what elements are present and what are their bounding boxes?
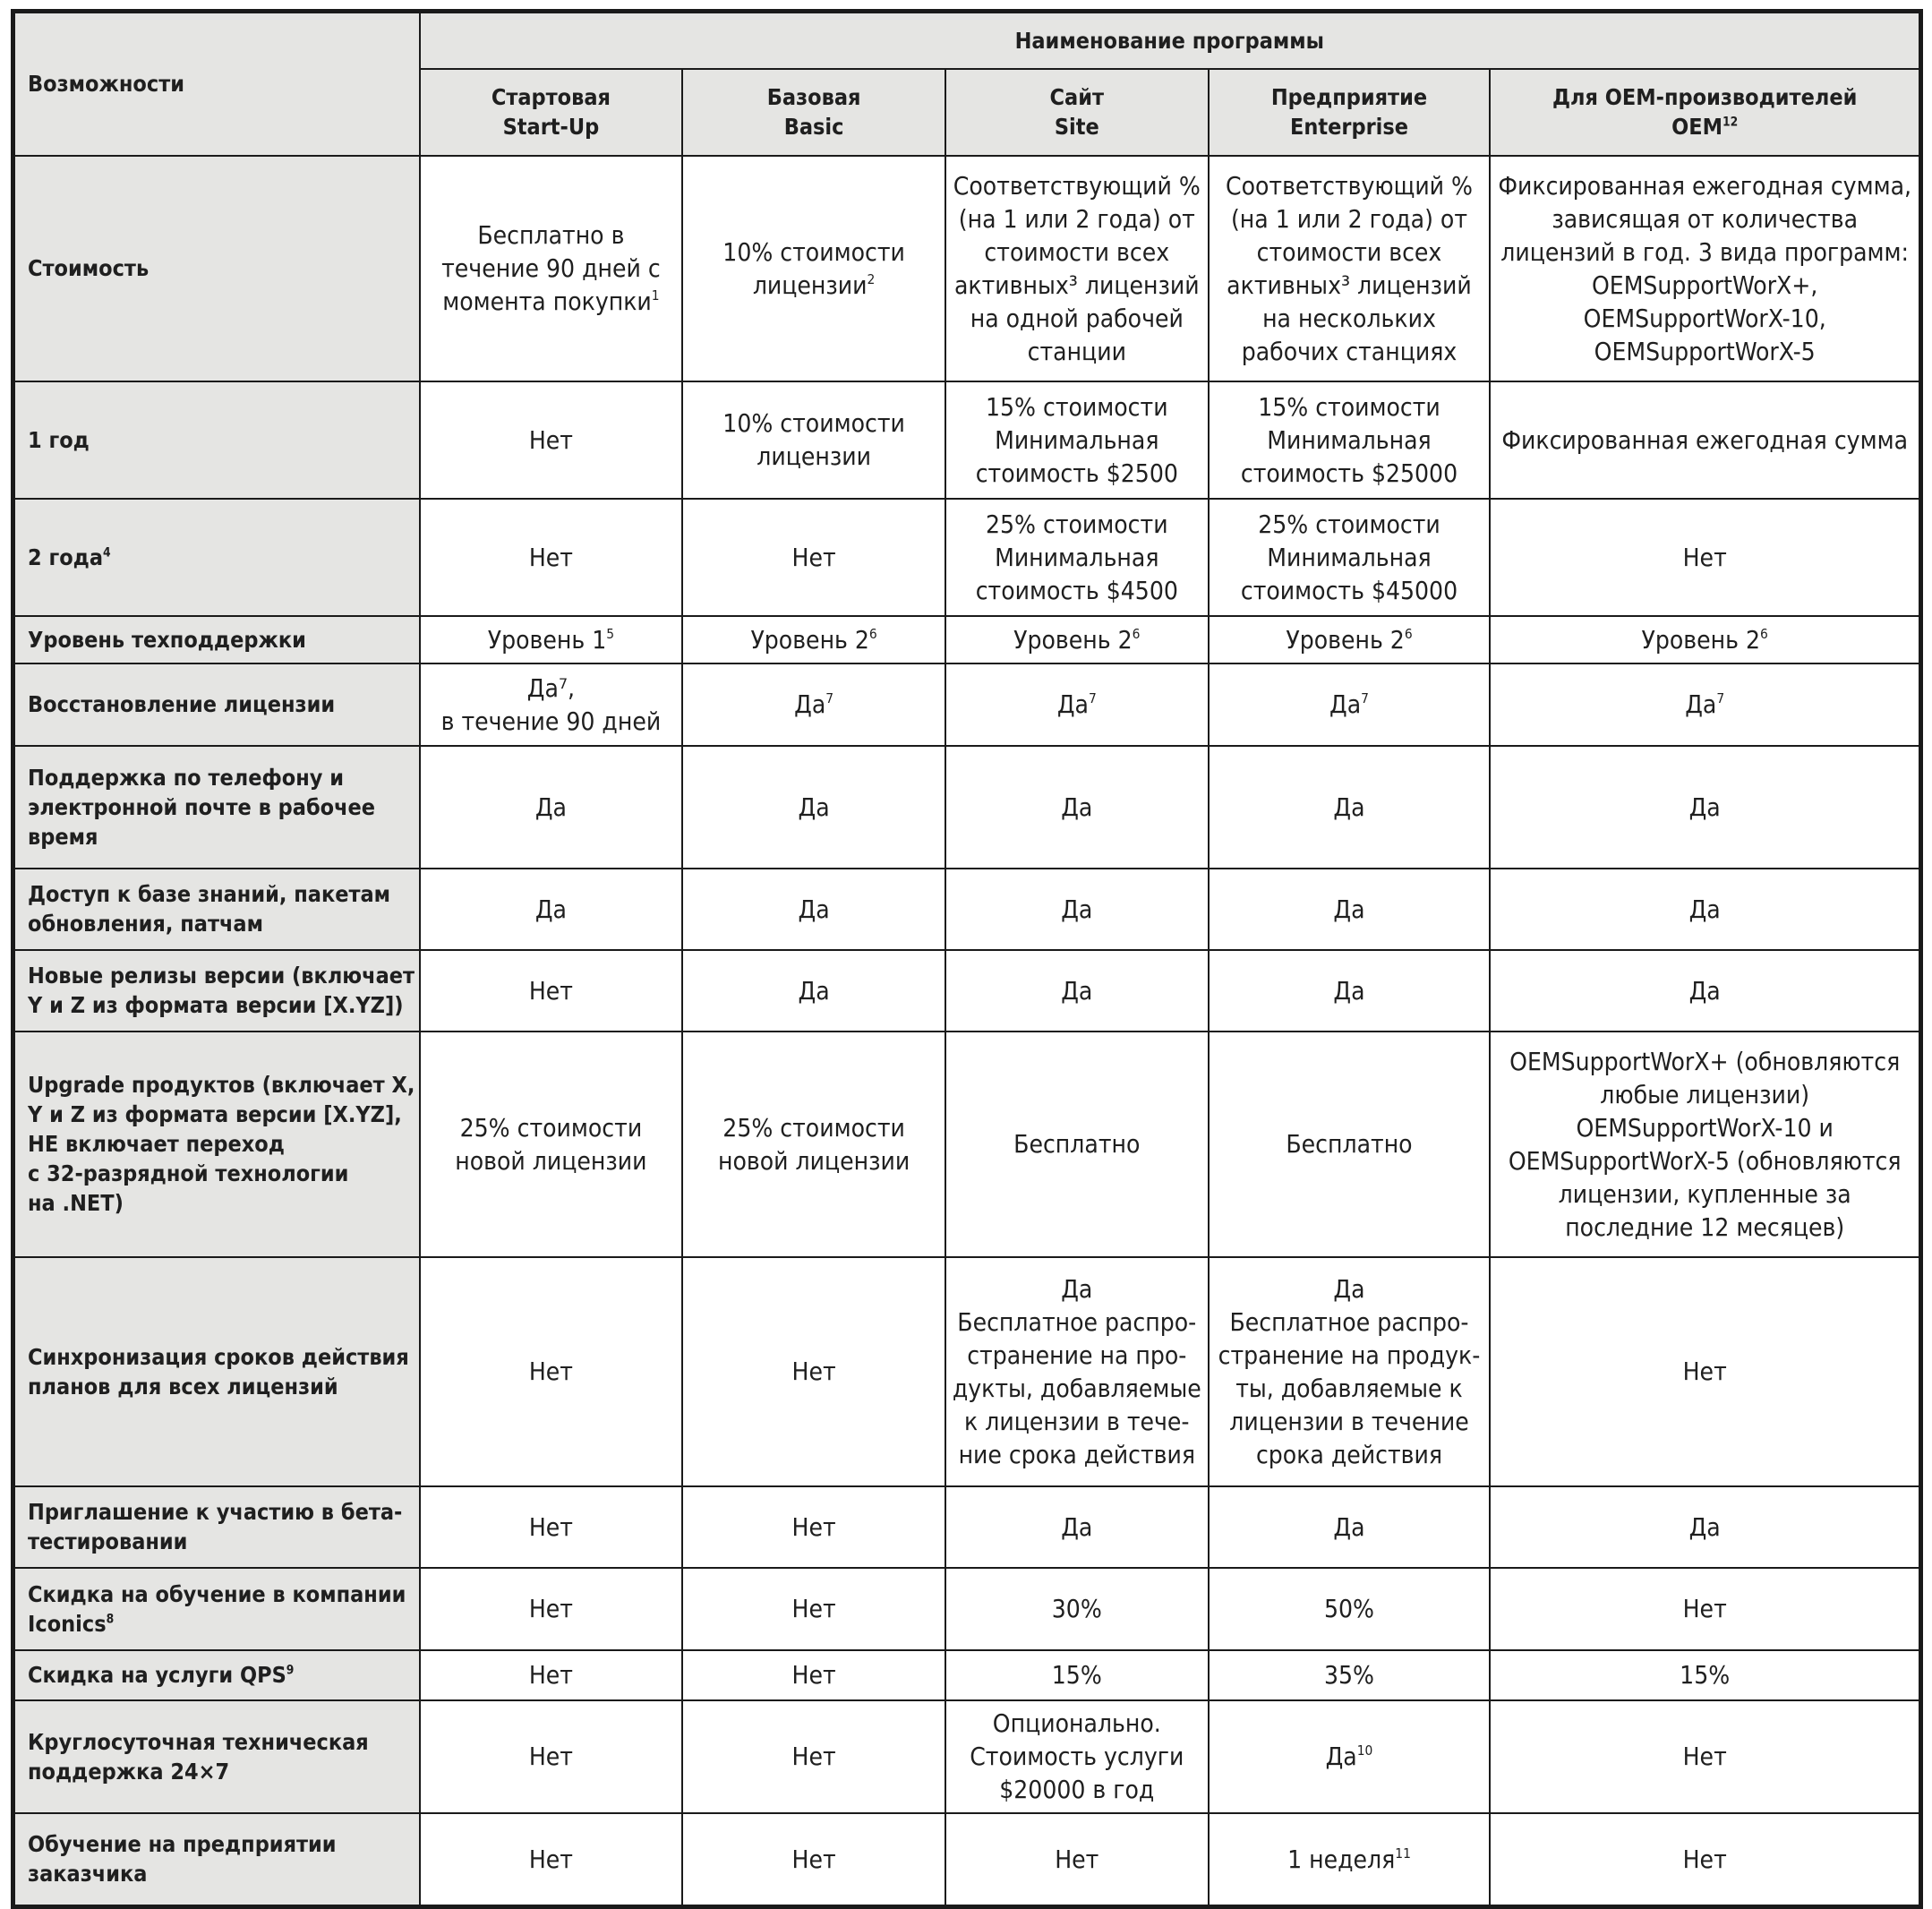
value-line: активных³ лицензий — [1227, 270, 1472, 300]
value-line: Нет — [528, 1660, 573, 1690]
value-line: Уровень $2^6$ — [1013, 624, 1141, 655]
value-cell-oem — [1490, 1650, 1920, 1700]
value-cell-basic — [682, 616, 945, 663]
table-row — [13, 950, 1921, 1032]
feature-label-line: время — [28, 823, 98, 850]
value-line: Нет — [528, 975, 573, 1006]
value-cell-enterprise — [1209, 381, 1491, 499]
feature-cell — [13, 1568, 420, 1650]
program-name-en: Site — [1054, 114, 1099, 140]
value-cell-startup — [420, 156, 683, 381]
footnote-mark: 4 — [103, 544, 111, 560]
feature-cell — [13, 1032, 420, 1257]
feature-label-line: Новые релизы версии (включает — [28, 963, 415, 989]
value-line: лицензии — [757, 441, 871, 471]
program-name-ru: Для OEM-производителей — [1552, 84, 1858, 110]
value-line: OEMSupportWorX-5 (обновляются — [1508, 1145, 1902, 1176]
program-header-oem — [1490, 69, 1920, 156]
feature-label-line: Стоимость — [28, 255, 150, 281]
value-cell-basic — [682, 869, 945, 950]
value-line: 15% стоимости — [985, 391, 1168, 422]
value-cell-startup — [420, 1813, 683, 1907]
value-line: 50% — [1323, 1594, 1374, 1623]
value-line: OEMSupportWorX+, — [1591, 270, 1818, 300]
feature-cell — [13, 1486, 420, 1568]
value-cell-startup — [420, 1032, 683, 1257]
value-cell-basic — [682, 156, 945, 381]
value-line: OEMSupportWorX-10, — [1583, 303, 1826, 333]
program-header-site — [945, 69, 1209, 156]
table-row — [13, 1486, 1921, 1568]
value-line: $Да^7$ — [1685, 689, 1725, 719]
value-line: Да — [798, 894, 830, 924]
footnote-mark: 11 — [1395, 1845, 1411, 1862]
value-cell-startup — [420, 381, 683, 499]
table-row — [13, 1568, 1921, 1650]
feature-cell — [13, 616, 420, 663]
value-cell-basic — [682, 1568, 945, 1650]
value-line: срока действия — [1255, 1439, 1443, 1469]
value-cell-startup — [420, 616, 683, 663]
table-row — [13, 616, 1921, 663]
value-line: Уровень $2^6$ — [1641, 624, 1768, 655]
footnote-mark: 6 — [1132, 625, 1141, 642]
program-name-ru: Базовая — [766, 84, 861, 110]
value-cell-oem — [1490, 616, 1920, 663]
feature-label-line: Скидка на обучение в компании — [28, 1580, 406, 1607]
footnote-mark: 9 — [286, 1663, 295, 1678]
value-line: в течение 90 дней — [440, 706, 662, 736]
table-row — [13, 381, 1921, 499]
feature-label-line: обновления, патчам — [28, 911, 263, 937]
value-line: $Да^7$ — [1329, 689, 1369, 719]
value-cell-oem — [1490, 499, 1920, 616]
value-line: Нет — [791, 1594, 836, 1623]
feature-label-line: на .NET) — [28, 1190, 124, 1216]
footnote-mark: 10 — [1356, 1742, 1373, 1759]
value-line: Нет — [1682, 1357, 1727, 1386]
feature-label-line: Синхронизация сроков действия — [28, 1343, 409, 1370]
value-cell-enterprise — [1209, 1257, 1491, 1486]
value-line: 25% стоимости — [1258, 509, 1440, 539]
value-cell-basic — [682, 499, 945, 616]
value-line: на нескольких — [1262, 303, 1436, 333]
value-cell-oem — [1490, 746, 1920, 869]
value-line: Бесплатное распро- — [957, 1306, 1197, 1337]
feature-cell — [13, 1650, 420, 1700]
value-cell-oem — [1490, 381, 1920, 499]
feature-cell — [13, 950, 420, 1032]
value-line: Стоимость услуги — [970, 1742, 1184, 1771]
value-line: лицензии в течение — [1229, 1406, 1469, 1436]
value-line: Да — [1333, 1273, 1365, 1304]
value-cell-site — [945, 663, 1209, 746]
value-line: Нет — [528, 1511, 573, 1542]
feature-cell — [13, 1813, 420, 1907]
table-row — [13, 663, 1921, 746]
value-line: Нет — [791, 1742, 836, 1771]
value-line: последние 12 месяцев) — [1565, 1211, 1845, 1242]
value-cell-startup — [420, 1486, 683, 1568]
value-cell-basic — [682, 663, 945, 746]
value-line: странение на продук- — [1218, 1340, 1481, 1370]
value-line: Бесплатно — [1013, 1129, 1141, 1159]
value-line: Да — [1061, 894, 1093, 924]
value-line: странение на про- — [967, 1340, 1187, 1370]
value-line: Бесплатное распро- — [1229, 1306, 1469, 1337]
program-name-ru: Предприятие — [1270, 84, 1428, 110]
value-cell-enterprise — [1209, 1486, 1491, 1568]
footnote-mark: 12 — [1723, 115, 1739, 130]
value-cell-site — [945, 499, 1209, 616]
value-cell-site — [945, 1568, 1209, 1650]
value-cell-site — [945, 616, 1209, 663]
value-cell-site — [945, 1032, 1209, 1257]
value-line: Нет — [791, 1357, 836, 1386]
value-cell-enterprise — [1209, 1700, 1491, 1813]
table-row — [13, 156, 1921, 381]
value-line: Да — [798, 792, 830, 822]
value-line: 1 неделя$^{11}$ — [1287, 1844, 1411, 1874]
value-cell-startup — [420, 869, 683, 950]
feature-label-line: НЕ включает переход — [28, 1131, 285, 1157]
feature-label-line: Доступ к базе знаний, пакетам — [28, 881, 391, 907]
program-name-en: Basic — [783, 114, 844, 140]
value-cell-enterprise — [1209, 869, 1491, 950]
value-line: любые лицензии) — [1600, 1079, 1810, 1109]
value-line: Да — [1688, 894, 1721, 924]
value-cell-startup — [420, 950, 683, 1032]
feature-label-line: Скидка на услуги QPS$^9$ — [28, 1662, 295, 1688]
value-line: стоимости всех — [1256, 236, 1442, 267]
value-line: активных³ лицензий — [953, 270, 1200, 300]
value-line: ты, добавляемые к — [1235, 1373, 1463, 1403]
value-line: (на 1 или 2 года) от — [1230, 203, 1467, 234]
footnote-mark: 6 — [1760, 625, 1768, 642]
value-cell-site — [945, 1257, 1209, 1486]
value-cell-enterprise — [1209, 156, 1491, 381]
footnote-mark: 7 — [1716, 690, 1725, 707]
value-line: зависящая от количества — [1552, 203, 1859, 234]
value-line: Нет — [528, 1594, 573, 1623]
value-cell-enterprise — [1209, 1650, 1491, 1700]
value-line: Да — [1333, 1511, 1365, 1542]
value-cell-enterprise — [1209, 616, 1491, 663]
value-line: Да — [1333, 975, 1365, 1006]
value-line: Уровень $2^6$ — [1286, 624, 1413, 655]
value-line: Да — [1688, 1511, 1721, 1542]
value-line: Нет — [528, 1357, 573, 1386]
feature-label-line: Upgrade продуктов (включает X, — [28, 1072, 415, 1098]
value-cell-startup — [420, 1257, 683, 1486]
value-cell-basic — [682, 746, 945, 869]
value-line: 10% стоимости — [722, 236, 905, 267]
value-line: дукты, добавляемые — [952, 1373, 1201, 1403]
value-line: Да — [1061, 792, 1093, 822]
value-line: к лицензии в тече- — [964, 1406, 1190, 1436]
value-cell-basic — [682, 1486, 945, 1568]
value-line: рабочих станциях — [1241, 336, 1458, 366]
value-line: Нет — [528, 1742, 573, 1771]
value-line: Нет — [791, 542, 836, 572]
value-line: на одной рабочей — [970, 303, 1184, 333]
value-cell-startup — [420, 1650, 683, 1700]
value-line: Да — [534, 894, 567, 924]
feature-label-line: тестировании — [28, 1528, 188, 1554]
value-line: Нет — [528, 424, 573, 455]
table-row — [13, 869, 1921, 950]
value-line: 15% стоимости — [1258, 391, 1440, 422]
footnote-mark: 5 — [606, 625, 615, 642]
feature-cell — [13, 156, 420, 381]
footnote-mark: 8 — [106, 1611, 115, 1626]
value-line: Да — [1688, 975, 1721, 1006]
program-name-en: OEM$^{12}$ — [1671, 114, 1739, 140]
value-cell-startup — [420, 746, 683, 869]
value-cell-basic — [682, 950, 945, 1032]
table-row — [13, 499, 1921, 616]
value-line: Нет — [1682, 1594, 1727, 1623]
feature-label-line: Приглашение к участию в бета- — [28, 1499, 403, 1525]
value-cell-basic — [682, 1813, 945, 1907]
table-row — [13, 1032, 1921, 1257]
header-row-top — [13, 12, 1921, 69]
value-cell-site — [945, 746, 1209, 869]
value-cell-startup — [420, 1700, 683, 1813]
value-cell-startup — [420, 663, 683, 746]
feature-label-line: Обучение на предприятии — [28, 1831, 337, 1858]
value-cell-oem — [1490, 663, 1920, 746]
value-cell-oem — [1490, 1032, 1920, 1257]
value-cell-basic — [682, 1700, 945, 1813]
value-cell-oem — [1490, 1486, 1920, 1568]
value-line: Фиксированная ежегодная сумма, — [1498, 170, 1912, 201]
value-line: Минимальная — [1267, 542, 1432, 572]
value-cell-oem — [1490, 1568, 1920, 1650]
value-cell-enterprise — [1209, 663, 1491, 746]
value-line: 15% — [1051, 1660, 1102, 1690]
value-line: Опционально. — [992, 1708, 1161, 1738]
value-line: новой лицензии — [717, 1145, 910, 1176]
value-line: 35% — [1323, 1660, 1374, 1690]
value-line: Нет — [1682, 542, 1727, 572]
footnote-mark: 7 — [1088, 690, 1097, 707]
value-cell-basic — [682, 1650, 945, 1700]
value-line: Да — [1061, 1511, 1093, 1542]
value-line: ние срока действия — [958, 1439, 1195, 1469]
footnote-mark: 2 — [867, 270, 876, 287]
footnote-mark: 6 — [868, 625, 877, 642]
feature-label-line: Восстановление лицензии — [28, 691, 336, 717]
value-line: 25% стоимости — [985, 509, 1168, 539]
value-line: 30% — [1051, 1594, 1102, 1623]
value-cell-site — [945, 1486, 1209, 1568]
feature-label-line: Уровень техподдержки — [28, 626, 306, 653]
value-cell-oem — [1490, 1257, 1920, 1486]
value-line: OEMSupportWorX-5 — [1594, 336, 1816, 366]
value-line: Бесплатно — [1286, 1129, 1413, 1159]
value-line: Да — [1061, 1273, 1093, 1304]
program-header-enterprise — [1209, 69, 1491, 156]
program-header-startup — [420, 69, 683, 156]
value-cell-site — [945, 869, 1209, 950]
value-line: Да⁷, — [526, 672, 576, 703]
value-cell-oem — [1490, 156, 1920, 381]
value-line: $20000 в год — [999, 1775, 1155, 1804]
value-line: Минимальная — [1267, 424, 1432, 455]
value-line: $Да^{10}$ — [1325, 1742, 1373, 1771]
value-cell-basic — [682, 1257, 945, 1486]
program-name-en: Enterprise — [1289, 114, 1409, 140]
value-cell-basic — [682, 1032, 945, 1257]
value-cell-oem — [1490, 1813, 1920, 1907]
value-cell-oem — [1490, 950, 1920, 1032]
feature-cell — [13, 746, 420, 869]
value-cell-enterprise — [1209, 1032, 1491, 1257]
feature-cell — [13, 869, 420, 950]
value-line: Соответствующий % — [953, 170, 1201, 201]
value-line: лицензии$^2$ — [752, 270, 876, 300]
feature-label-line: 1 год — [28, 426, 90, 453]
feature-label-line: с 32-разрядной технологии — [28, 1160, 349, 1186]
feature-label-line: электронной почте в рабочее — [28, 793, 376, 820]
value-cell-site — [945, 1813, 1209, 1907]
value-cell-startup — [420, 499, 683, 616]
feature-label-line: планов для всех лицензий — [28, 1373, 338, 1400]
value-line: Да — [1061, 975, 1093, 1006]
feature-label-line: 2 года$^4$ — [28, 544, 111, 570]
value-line: Нет — [791, 1511, 836, 1542]
value-line: стоимость $2500 — [975, 458, 1178, 488]
value-cell-site — [945, 156, 1209, 381]
feature-cell — [13, 1700, 420, 1813]
table-row — [13, 1813, 1921, 1907]
value-cell-basic — [682, 381, 945, 499]
table-row — [13, 746, 1921, 869]
value-line: Нет — [528, 542, 573, 572]
value-line: (на 1 или 2 года) от — [958, 203, 1195, 234]
programs-group-header: Наименование программы — [420, 12, 1921, 69]
feature-cell — [13, 381, 420, 499]
value-line: Нет — [1682, 1742, 1727, 1771]
comparison-table-container — [11, 9, 1923, 1909]
value-cell-oem — [1490, 869, 1920, 950]
value-line: OEMSupportWorX-10 и — [1576, 1112, 1834, 1143]
value-line: стоимости всех — [984, 236, 1170, 267]
value-line: 10% стоимости — [722, 408, 905, 438]
feature-label-line: поддержка 24×7 — [28, 1758, 230, 1785]
value-line: 25% стоимости — [459, 1112, 643, 1143]
value-line: Нет — [528, 1844, 573, 1874]
table-row — [13, 1257, 1921, 1486]
value-line: Да — [1333, 894, 1365, 924]
value-cell-site — [945, 381, 1209, 499]
value-line: лицензий в год. 3 вида программ: — [1500, 236, 1910, 267]
value-line: Фиксированная ежегодная сумма — [1501, 424, 1909, 455]
value-line: Да — [534, 792, 567, 822]
table-header — [13, 12, 1921, 156]
value-line: Нет — [1682, 1844, 1727, 1874]
program-name-ru: Стартовая — [491, 84, 611, 110]
feature-label-line: Iconics$^8$ — [28, 1610, 115, 1637]
value-line: Нет — [1055, 1844, 1099, 1874]
value-line: лицензии, купленные за — [1558, 1178, 1851, 1209]
value-line: стоимость $4500 — [975, 575, 1178, 605]
value-line: новой лицензии — [455, 1145, 647, 1176]
value-line: OEMSupportWorX+ (обновляются — [1509, 1046, 1901, 1076]
value-line: Уровень $1^5$ — [487, 624, 615, 655]
value-line: Уровень $2^6$ — [750, 624, 877, 655]
value-line: Минимальная — [995, 542, 1159, 572]
support-plans-table — [11, 9, 1923, 1909]
value-line: $Да^7$ — [1056, 689, 1097, 719]
feature-label-line: Поддержка по телефону и — [28, 764, 345, 791]
value-line: стоимость $25000 — [1240, 458, 1458, 488]
feature-cell — [13, 1257, 420, 1486]
program-name-ru: Сайт — [1049, 84, 1105, 110]
table-row — [13, 1650, 1921, 1700]
value-cell-enterprise — [1209, 499, 1491, 616]
table-body — [13, 156, 1921, 1907]
feature-label-line: Круглосуточная техническая — [28, 1728, 369, 1755]
value-line: 15% — [1680, 1660, 1731, 1690]
value-cell-enterprise — [1209, 1568, 1491, 1650]
feature-label-line: Y и Z из формата версии [X.YZ], — [28, 1101, 402, 1127]
value-line: течение 90 дней с — [441, 253, 661, 283]
value-cell-site — [945, 950, 1209, 1032]
value-line: момента покупки$^1$ — [442, 287, 660, 316]
value-line: Да — [1688, 792, 1721, 822]
table-row — [13, 1700, 1921, 1813]
footnote-mark: 1 — [651, 287, 660, 304]
feature-label-line: заказчика — [28, 1861, 148, 1888]
features-column-header: Возможности — [13, 12, 420, 156]
value-cell-startup — [420, 1568, 683, 1650]
value-cell-site — [945, 1650, 1209, 1700]
value-cell-enterprise — [1209, 950, 1491, 1032]
footnote-mark: 7 — [825, 690, 834, 707]
value-line: Нет — [791, 1660, 836, 1690]
value-line: Нет — [791, 1844, 836, 1874]
value-cell-enterprise — [1209, 746, 1491, 869]
value-line: станции — [1027, 336, 1126, 366]
value-line: Да — [798, 975, 830, 1006]
feature-label-line: Y и Z из формата версии [X.YZ]) — [28, 992, 404, 1018]
value-line: Бесплатно в — [477, 220, 625, 250]
feature-cell — [13, 663, 420, 746]
value-line: Минимальная — [995, 424, 1159, 455]
value-line: $Да^7$ — [794, 689, 834, 719]
value-line: стоимость $45000 — [1240, 575, 1458, 605]
program-name-en: Start-Up — [502, 114, 600, 140]
value-cell-enterprise — [1209, 1813, 1491, 1907]
value-line: Соответствующий % — [1226, 170, 1473, 201]
footnote-mark: 7 — [1361, 690, 1369, 707]
value-line: 25% стоимости — [722, 1112, 905, 1143]
feature-cell — [13, 499, 420, 616]
value-line: Да — [1333, 792, 1365, 822]
footnote-mark: 6 — [1404, 625, 1413, 642]
value-cell-site — [945, 1700, 1209, 1813]
value-cell-oem — [1490, 1700, 1920, 1813]
program-header-basic — [682, 69, 945, 156]
